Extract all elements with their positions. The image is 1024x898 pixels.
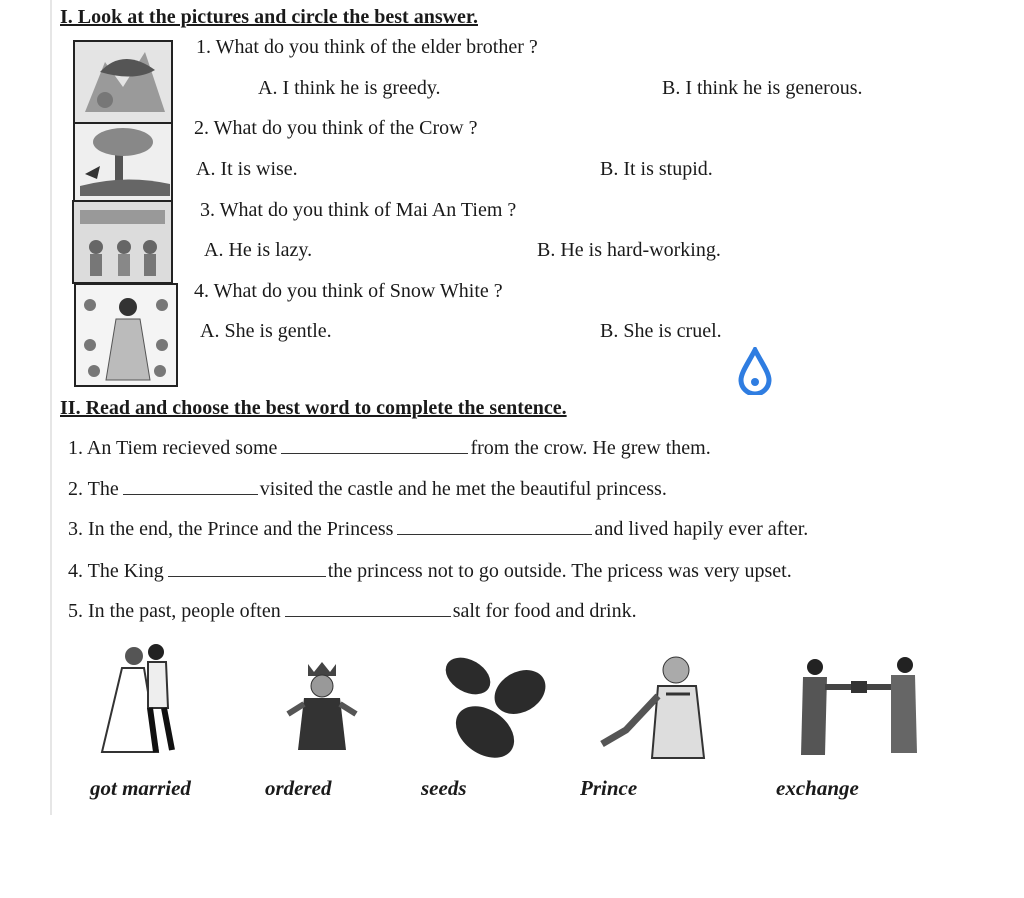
- sentence-3-start: 3. In the end, the Prince and the Princess: [68, 518, 394, 540]
- snow-white-picture: [74, 283, 178, 387]
- water-drop-icon: [737, 347, 773, 395]
- blank-2[interactable]: [123, 492, 258, 495]
- sentence-2: [68, 478, 667, 501]
- blank-3[interactable]: [397, 532, 592, 535]
- q3-option-b[interactable]: B. He is hard-working.: [537, 239, 721, 261]
- word-ordered: ordered: [265, 776, 332, 800]
- sentence-5-start: 5. In the past, people often: [68, 600, 281, 622]
- word-exchange: exchange: [776, 776, 859, 800]
- q2-option-a[interactable]: A. It is wise.: [196, 158, 298, 180]
- sentence-5: [68, 600, 637, 623]
- word-seeds: seeds: [421, 776, 467, 800]
- question-2: 2. What do you think of the Crow ?: [194, 117, 478, 139]
- q1-option-b[interactable]: B. I think he is generous.: [662, 77, 863, 99]
- sentence-1-start: 1. An Tiem recieved some: [68, 437, 278, 459]
- seeds-image: [440, 648, 550, 760]
- sentence-5-end: salt for food and drink.: [452, 600, 637, 622]
- word-got-married: got married: [90, 776, 191, 800]
- q4-option-b[interactable]: B. She is cruel.: [600, 320, 722, 342]
- sentence-3-end: and lived hapily ever after.: [594, 518, 809, 540]
- question-3: 3. What do you think of Mai An Tiem ?: [200, 199, 517, 221]
- question-4: 4. What do you think of Snow White ?: [194, 280, 503, 302]
- crow-tree-picture: [73, 122, 173, 202]
- sentence-3: [68, 518, 808, 541]
- sentence-4-end: the princess not to go outside. The pricess was very upset.: [327, 560, 792, 582]
- section-1-heading: I. Look at the pictures and circle the best answer.: [60, 6, 478, 28]
- blank-5[interactable]: [285, 614, 451, 617]
- blank-1[interactable]: [281, 451, 468, 454]
- question-1: 1. What do you think of the elder brother ?: [196, 36, 538, 58]
- king-image: [282, 658, 362, 758]
- page-margin-line: [50, 0, 52, 815]
- blank-4[interactable]: [168, 574, 326, 577]
- sentence-1: [68, 437, 711, 460]
- sentence-4-start: 4. The King: [68, 560, 164, 582]
- q1-option-a[interactable]: A. I think he is greedy.: [258, 77, 441, 99]
- sentence-2-end: visited the castle and he met the beautiful princess.: [259, 478, 667, 500]
- sentence-1-end: from the crow. He grew them.: [470, 437, 711, 459]
- sentence-2-start: 2. The: [68, 478, 119, 500]
- elder-brother-picture: [73, 40, 173, 124]
- mai-an-tiem-picture: [72, 200, 173, 284]
- word-prince: Prince: [580, 776, 638, 800]
- q4-option-a[interactable]: A. She is gentle.: [200, 320, 332, 342]
- section-2-heading: II. Read and choose the best word to complete the sentence.: [60, 397, 567, 419]
- sentence-4: [68, 560, 792, 583]
- wedding-couple-image: [92, 640, 192, 762]
- exchange-image: [795, 655, 921, 761]
- q2-option-b[interactable]: B. It is stupid.: [600, 158, 713, 180]
- q3-option-a[interactable]: A. He is lazy.: [204, 239, 313, 261]
- prince-image: [596, 652, 714, 760]
